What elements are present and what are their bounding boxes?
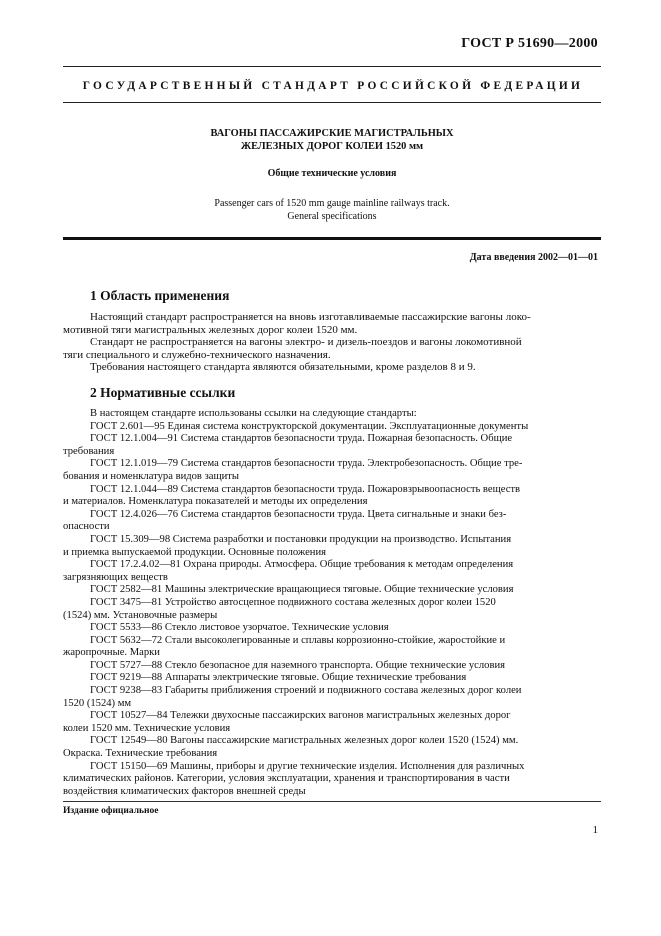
title-line-2: ЖЕЛЕЗНЫХ ДОРОГ КОЛЕИ 1520 мм (240, 141, 424, 152)
reference-line: загрязняющих веществ (63, 571, 168, 583)
english-title (63, 197, 601, 223)
reference-line: ГОСТ 12.1.004—91 Система стандартов безопасности труда. Пожарная безопасность. Общие (90, 433, 513, 445)
reference-line: ГОСТ 12549—80 Вагоны пассажирские магистральных железных дорог колеи 1520 (1524) мм. (90, 735, 519, 747)
section-1-line: мотивной тяги магистральных железных дорог колеи 1520 мм. (63, 323, 358, 336)
reference-line: ГОСТ 5727—88 Стекло безопасное для наземного транспорта. Общие технические условия (90, 659, 506, 671)
english-title-line-1: Passenger cars of 1520 mm gauge mainline railways track. (214, 198, 450, 209)
reference-line: ГОСТ 9219—88 Аппараты электрические тяговые. Общие технические требования (90, 672, 467, 684)
reference-line: 1520 (1524) мм (63, 697, 132, 709)
normative-references (63, 408, 601, 798)
section-1-line: тяги специального и служебно-технического назначения. (63, 348, 331, 361)
reference-line: ГОСТ 10527—84 Тележки двухосные пассажирских вагонов магистральных железных дорог (90, 710, 511, 722)
document-subtitle: Общие технические условия (267, 168, 397, 179)
section-2-heading: 2 Нормативные ссылки (90, 385, 236, 400)
reference-line: ГОСТ 15150—69 Машины, приборы и другие технические изделия. Исполнения для различных (90, 760, 525, 772)
section-1-line: Стандарт не распространяется на вагоны электро- и дизель-поездов и вагоны локомотивной (90, 336, 522, 349)
reference-line: Окраска. Технические требования (63, 748, 218, 760)
reference-line: ГОСТ 17.2.4.02—81 Охрана природы. Атмосфера. Общие требования к методам определения (90, 559, 514, 571)
introduction-date: Дата введения 2002—01—01 (469, 252, 598, 263)
reference-line: ГОСТ 12.1.019—79 Система стандартов безопасности труда. Электробезопасность. Общие тре- (90, 458, 523, 470)
reference-line: климатических районов. Категории, условия эксплуатации, хранения и транспортирования в части (63, 773, 510, 785)
reference-line: бования и номенклатура видов защиты (63, 470, 240, 482)
footer-rule (63, 801, 601, 802)
reference-line: колеи 1520 мм. Технические условия (63, 722, 231, 734)
reference-line: требования (63, 445, 115, 457)
section-1-line: Требования настоящего стандарта являются обязательными, кроме разделов 8 и 9. (90, 361, 476, 374)
document-title (63, 127, 601, 153)
section-1-line: Настоящий стандарт распространяется на вновь изготавливаемые пассажирские вагоны локо- (90, 311, 531, 323)
official-edition-label: Издание официальное (63, 806, 159, 816)
english-title-line-2: General specifications (287, 211, 377, 222)
title-rule (63, 237, 601, 240)
state-standard-banner: ГОСУДАРСТВЕННЫЙ СТАНДАРТ РОССИЙСКОЙ ФЕДЕРАЦИИ (82, 80, 584, 92)
reference-line: ГОСТ 12.1.044—89 Система стандартов безопасности труда. Пожаровзрывоопасность веществ (90, 483, 521, 495)
reference-line: (1524) мм. Установочные размеры (63, 609, 218, 621)
reference-line: и приемка выпускаемой продукции. Основные положения (63, 546, 326, 558)
section-1-heading: 1 Область применения (90, 288, 230, 303)
header-rule (63, 66, 601, 67)
reference-line: ГОСТ 3475—81 Устройство автосцепное подвижного состава железных дорог колеи 1520 (90, 596, 496, 608)
reference-line: и материалов. Номенклатура показателей и методы их определения (63, 496, 368, 508)
title-line-1: ВАГОНЫ ПАССАЖИРСКИЕ МАГИСТРАЛЬНЫХ (210, 128, 454, 139)
reference-line: ГОСТ 5533—86 Стекло листовое узорчатое. Технические условия (90, 622, 389, 634)
reference-line: ГОСТ 15.309—98 Система разработки и постановки продукции на производство. Испытания (90, 533, 512, 545)
section-1-body (63, 311, 601, 374)
reference-line: воздействия климатических факторов внешней среды (63, 785, 306, 797)
reference-line: ГОСТ 12.4.026—76 Система стандартов безопасности труда. Цвета сигнальные и знаки без- (90, 508, 507, 520)
reference-line: ГОСТ 2582—81 Машины электрические вращающиеся тяговые. Общие технические условия (90, 584, 514, 596)
document-code: ГОСТ Р 51690—2000 (461, 36, 598, 51)
banner-rule (63, 102, 601, 103)
reference-line: жаропрочные. Марки (63, 647, 160, 659)
page-number: 1 (592, 824, 598, 836)
reference-line: В настоящем стандарте использованы ссылки на следующие стандарты: (90, 408, 417, 419)
reference-line: ГОСТ 9238—83 Габариты приближения строений и подвижного состава железных дорог колеи (90, 685, 522, 697)
reference-line: опасности (63, 521, 110, 533)
reference-line: ГОСТ 5632—72 Стали высоколегированные и сплавы коррозионно-стойкие, жаростойкие и (90, 634, 506, 646)
reference-line: ГОСТ 2.601—95 Единая система конструкторской документации. Эксплуатационные документы (90, 420, 529, 432)
